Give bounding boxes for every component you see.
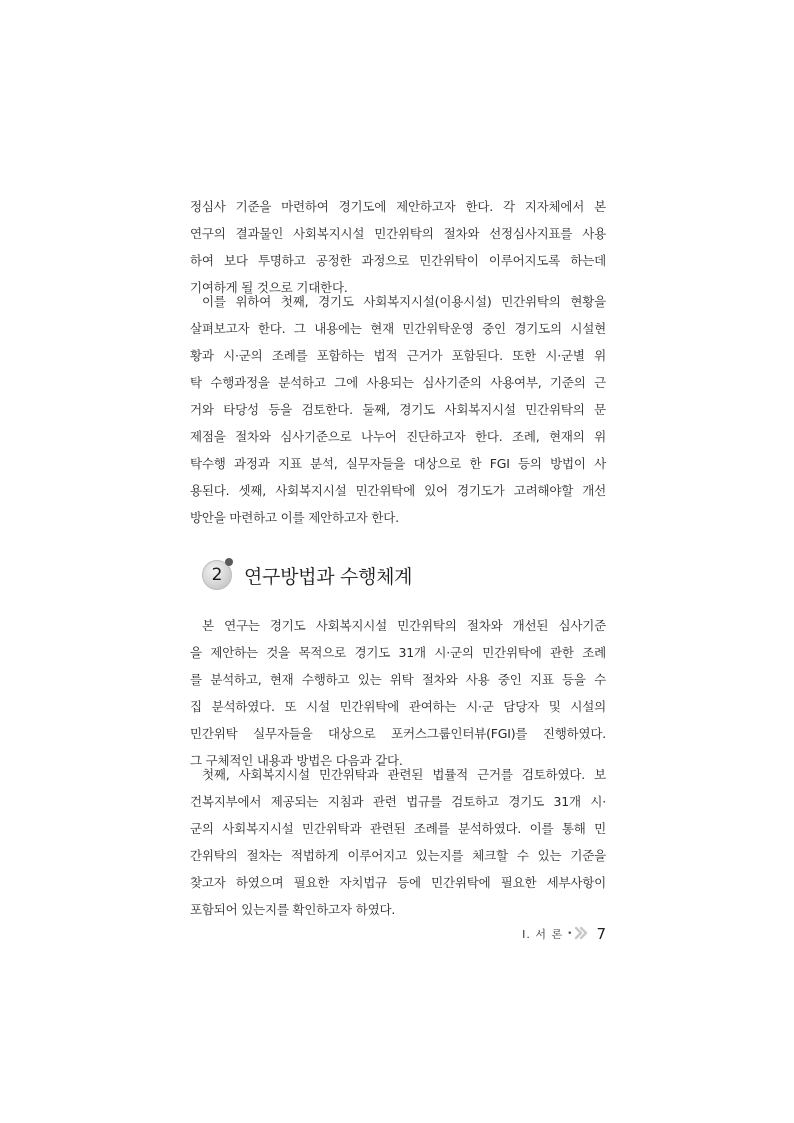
text-line: 기여하게 될 것으로 기대한다. — [190, 280, 348, 295]
text-line: 집 분석하였다. 또 시설 민간위탁에 관여하는 시·군 담당자 및 시설의 — [190, 699, 606, 714]
section-number-badge — [202, 560, 232, 590]
text-line: 그 구체적인 내용과 방법은 다음과 같다. — [190, 753, 403, 768]
paragraph-purpose — [190, 288, 606, 531]
text-line: 본 연구는 경기도 사회복지시설 민간위탁의 절차와 개선된 심사기준 — [202, 618, 606, 633]
text-line: 찾고자 하였으며 필요한 자치법규 등에 민간위탁에 필요한 세부사항이 — [190, 875, 606, 890]
page-footer — [522, 922, 606, 946]
paragraph-intro — [190, 193, 606, 301]
double-chevron-right-icon — [574, 925, 588, 944]
section-title: 연구방법과 수행체계 — [244, 565, 413, 588]
text-line: 포함되어 있는지를 확인하고자 하였다. — [190, 902, 396, 917]
text-line: 정심사 기준을 마련하여 경기도에 제안하고자 한다. 각 지자체에서 본 — [190, 199, 606, 214]
footer-bullet: • — [567, 929, 573, 939]
text-line: 민간위탁 실무자들을 대상으로 포커스그룹인터뷰(FGI)를 진행하였다. — [190, 726, 606, 741]
text-line: 탁 수행과정을 분석하고 그에 사용되는 심사기준의 사용여부, 기준의 근 — [190, 375, 606, 390]
text-line: 탁수행 과정과 지표 분석, 실무자들을 대상으로 한 FGI 등의 방법이 사 — [190, 456, 606, 471]
text-line: 군의 사회복지시설 민간위탁과 관련된 조례를 분석하였다. 이를 통해 민 — [190, 821, 606, 836]
section-number: 2 — [211, 565, 223, 585]
badge-dot-icon — [225, 558, 233, 566]
text-line: 을 제안하는 것을 목적으로 경기도 31개 시·군의 민간위탁에 관한 조례 — [190, 645, 606, 660]
text-line: 간위탁의 절차는 적법하게 이루어지고 있는지를 체크할 수 있는 기준을 — [190, 848, 606, 863]
text-line: 첫째, 사회복지시설 민간위탁과 관련된 법률적 근거를 검토하였다. 보 — [202, 767, 606, 782]
text-line: 거와 타당성 등을 검토한다. 둘째, 경기도 사회복지시설 민간위탁의 문 — [190, 402, 606, 417]
paragraph-first — [190, 761, 606, 923]
section-heading — [202, 558, 412, 592]
text-line: 방안을 마련하고 이를 제안하고자 한다. — [190, 510, 399, 525]
text-line: 를 분석하고, 현재 수행하고 있는 위탁 절차와 사용 중인 지표 등을 수 — [190, 672, 606, 687]
text-line: 제점을 절차와 심사기준으로 나누어 진단하고자 한다. 조례, 현재의 위 — [190, 429, 606, 444]
text-line: 건복지부에서 제공되는 지침과 관련 법규를 검토하고 경기도 31개 시· — [190, 794, 606, 809]
text-line: 하여 보다 투명하고 공정한 과정으로 민간위탁이 이루어지도록 하는데 — [190, 253, 606, 268]
footer-chapter-label: Ⅰ. 서 론 — [522, 928, 564, 941]
text-line: 용된다. 셋째, 사회복지시설 민간위탁에 있어 경기도가 고려해야할 개선 — [190, 483, 606, 498]
text-line: 황과 시·군의 조례를 포함하는 법적 근거가 포함된다. 또한 시·군별 위 — [190, 348, 606, 363]
text-line: 살펴보고자 한다. 그 내용에는 현재 민간위탁운영 중인 경기도의 시설현 — [190, 321, 606, 336]
text-line: 연구의 결과물인 사회복지시설 민간위탁의 절차와 선정심사지표를 사용 — [190, 226, 606, 241]
page-number: 7 — [596, 925, 606, 943]
text-line: 이를 위하여 첫째, 경기도 사회복지시설(이용시설) 민간위탁의 현황을 — [202, 294, 606, 309]
paragraph-method — [190, 612, 606, 774]
